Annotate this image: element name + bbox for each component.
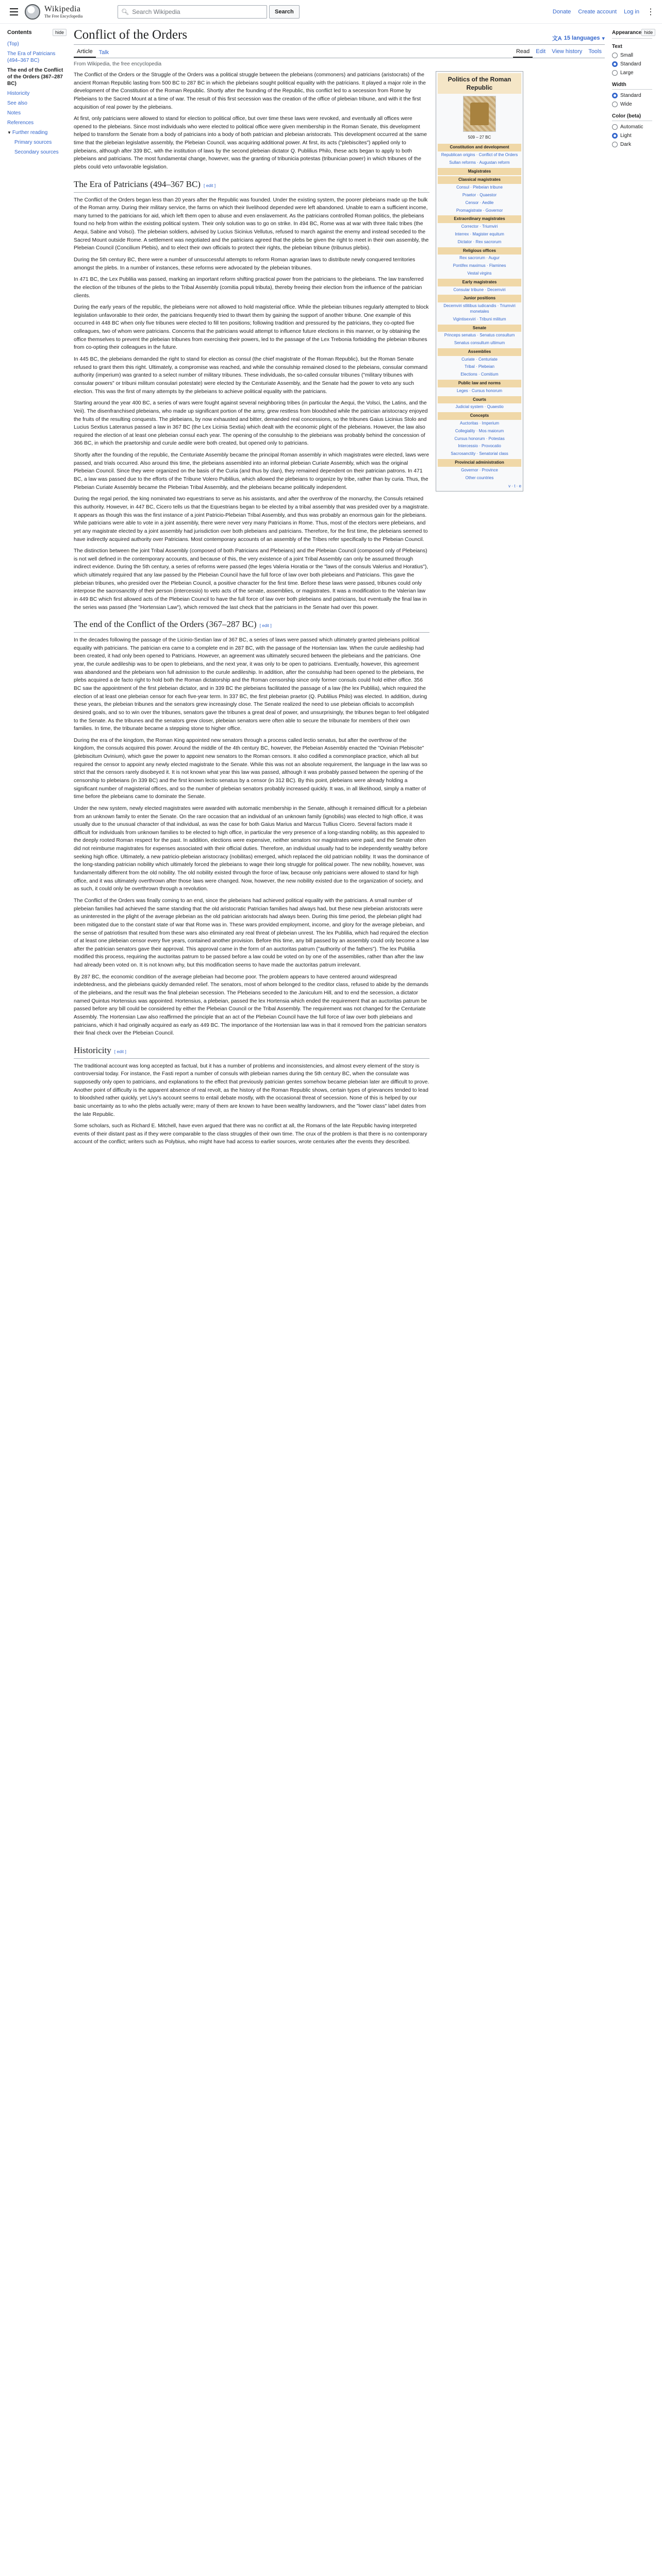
more-options-icon[interactable]: ⋮ [647,7,655,16]
section-paragraph: In 445 BC, the plebeians demanded the right to stand for election as consul (the chief magistrate of the Roman Republic), but the Roman Senate refused to grant them this right. Ultimately, a compromise was reached, and while the consulship remained closed to the plebeians, consular command authority (imperium) was granted to a select number of military tribunes. These individuals, the so-called consular tribunes ("military tribunes with consular powers" or tribuni militum consulari potestate) were elected by the Centuriate Assembly, and the Senate had the power to veto any such election. This was the first of many attempts by the plebeians to achieve political equality with the patricians. [74,357,428,395]
tab-tools[interactable]: Tools [588,48,602,55]
infobox-dates: 509 – 27 BC [468,135,491,140]
radio-label: Light [620,133,632,139]
infobox-title: Politics of the Roman Republic [438,73,521,94]
intro-paragraph: The Conflict of the Orders or the Struggle of the Orders was a political struggle between the plebeians (commoners) and patricians (aristocrats) of the ancient Roman Republic lasting from 500 BC to 287 BC in which the plebeians sought political equality with the patricians. It played a major role in the development of the Constitution of the Roman Republic. Shortly after the founding of the Republic, this conflict led to a secession from Rome by Plebeians to the Sacred Mount at a time of war. The result of this first secession was the creation of the office of plebeian tribune, and with it the first acquisition of real power by the plebeians. [74,72,426,110]
donate-link[interactable]: Donate [552,8,571,15]
color-options [612,124,652,147]
article-body [74,71,429,1150]
infobox-link-row[interactable]: Tribal · Plebeian [465,364,494,369]
infobox-link-row[interactable]: Intercessio · Provocatio [458,444,501,449]
section-paragraph: During the early years of the republic, the plebeians were not allowed to hold magisterial office. While the plebeian tribunes regularly attempted to block legislation unfavorable to their order, the patricians frequently tried to thwart them by gaining the support of another tribune. One example of this occurred in 448 BC when only five tribunes were elected to fill ten positions; following tradition and pressured by the patricians, they co-opted five colleagues, two of whom were patricians. Concerns that the patricians would attempt to influence future elections in this manner, or by obtaining the office themselves to prevent the plebeian tribunes from exercising their powers, led to the passage of the Lex Trebonia forbidding the plebeian tribunes from co-opting their colleagues in the future. [74,304,429,351]
tab-article[interactable]: Article [74,46,96,58]
section-paragraph: The traditional account was long accepted as factual, but it has a number of problems and inconsistencies, and almost every element of the story is controversial today. For instance, the Fasti report a number of consuls with plebeian names during the 5th century BC, when the consulate was supposedly only open to patricians, and explanations to the effect that previously patrician gentes somehow became plebeian later are difficult to prove. Another point of difficulty is the apparent absence of real revolt, as the history of the Roman Republic shows, certain types of grievances tended to lead to bloodshed rather quickly, yet Livy's account seems to entail debate mostly, with the occasional threat of secession. None of this is helped by our basic uncertainty as to who the plebs actually were; many of them are known to have been wealthy landowners, and the "lower class" label dates from the late Republic. [74,1063,429,1117]
text-size-label: Text [612,44,622,49]
logo-wordmark: Wikipedia [44,4,81,13]
section-edit-link[interactable]: [ edit ] [114,1048,126,1054]
section-title-era-of-patricians: The Era of Patricians (494–367 BC) [74,179,201,189]
width-label: Width [612,82,652,90]
toc-item-primary-sources[interactable]: Primary sources [14,140,52,145]
infobox-section-heading[interactable]: Concepts [438,412,521,420]
infobox-link-row[interactable]: Judicial system · Quaestio [455,404,504,410]
infobox-link-row[interactable]: Auctoritas · Imperium [459,421,500,426]
intro-paragraph: At first, only patricians were allowed to stand for election to political office, but over time these laws were revoked, and eventually all offices were opened to the plebeians. Since most individuals who were elected to political office were given membership in the Roman Senate, this development helped to transform the Senate from a body of patricians into a body of both patrician and plebeian aristocrats. This development occurred at the same time that the plebeian legislative assembly, the Plebeian Council, was acquiring additional power. At first, its acts ("plebiscites") applied only to plebeians, although after 339 BC, with the institution of laws by the second plebeian dictator Q. Publilius Philo, these acts began to apply to both plebeians and patricians. The most fundamental change, however, was the granting of tribunicia potestas (tribunician power) in which tribunes of the plebs could veto unfavorable legislation. [74,116,427,171]
user-links [553,7,655,17]
section-heading [74,618,429,633]
text-size-radio-large[interactable] [612,70,652,76]
radio-button-icon[interactable] [612,142,618,147]
wikipedia-logo[interactable] [25,4,102,20]
infobox-link-row[interactable]: Senatus consultum ultimum [454,341,505,346]
section-paragraph: During the 5th century BC, there were a number of unsuccessful attempts to reform Roman agrarian laws to distribute newly conquered territories amongst the plebs. In a number of instances, these reforms were advocated by the plebeian tribunes. [74,257,416,271]
infobox-link-row[interactable]: Princeps senatus · Senatus consultum [444,333,515,338]
toc-item-further-reading[interactable] [7,128,67,138]
infobox-section-heading[interactable]: Courts [438,396,521,404]
search-icon: 🔍︎ [121,8,129,15]
tab-read[interactable]: Read [513,46,533,58]
color-radio-automatic[interactable] [612,124,652,130]
radio-label: Wide [620,101,632,107]
section-edit-link[interactable]: [ edit ] [203,182,216,188]
infobox-link-row[interactable]: Vestal virgins [467,270,492,276]
infobox-link-row[interactable]: Censor · Aedile [465,200,494,205]
radio-label: Large [620,70,634,76]
infobox-politics [436,71,523,492]
infobox-link-row[interactable]: Dictator · Rex sacrorum [457,239,502,244]
toc-item-label: Further reading [12,130,48,135]
search-button[interactable]: Search [269,5,300,19]
infobox-section-heading[interactable]: Senate [438,325,521,332]
navbox-links[interactable]: v · t · e [508,484,521,489]
radio-button-icon[interactable] [612,101,618,107]
infobox-link-row[interactable]: Interrex · Magister equitum [455,231,504,236]
infobox-link-row[interactable]: Sullan reforms · Augustan reform [449,160,510,165]
toc-item-notes[interactable]: Notes [7,110,21,116]
infobox-link-row[interactable]: Pontifex maximus · Flamines [453,263,506,268]
width-radio-wide[interactable] [612,101,652,107]
toc-item-era-of-patricians[interactable]: The Era of Patricians (494–367 BC) [7,51,56,63]
infobox-section-heading[interactable]: Religious offices [438,247,521,255]
infobox-link-row[interactable]: Collegiality · Mos maiorum [455,428,504,433]
radio-button-icon[interactable] [612,53,618,58]
toc-hide-button[interactable]: hide [53,29,67,36]
text-size-options [612,53,652,76]
section-paragraph: During the era of the kingdom, the Roman King appointed new senators through a process called lectio senatus, but after the overthrow of the kingdom, the consuls acquired this power. Around the middle of the 4th century BC, however, the Plebeian Assembly enacted the "Ovinian Plebiscite" (plebiscitum Ovinium), which gave the power to appoint new senators to the Roman censors. It also codified a commonplace practice, which all but required the censor to appoint any newly elected magistrate to the Senate. While this was not an absolute requirement, the language in the law was so strict that the censors rarely disobeyed it. It is not known what year this law was passed, although it was probably passed between the opening of the censorship to plebeians (in 339 BC) and the first known lectio senatus by a censor (in 312 BC). By this point, plebeians were already holding a significant number of magisterial offices, and so the number of plebeian senators probably increased quickly. It was, in all likelihood, simply a matter of time before the plebeians came to dominate the Senate. [74,737,427,800]
section-paragraph: By 287 BC, the economic condition of the average plebeian had become poor. The problem appears to have centered around widespread indebtedness, and the plebeians quickly demanded relief. The senators, most of whom belonged to the creditor class, refused to abide by the demands of the plebeians, and the result was the final plebeian secession. The Plebeians seceded to the Janiculum Hill, and to end the secession, a dictator named Quintus Hortensius was appointed. Hortensius, a plebeian, passed the lex Hortensia which ended the requirement that an auctoritas patrum be passed before any bill could be considered by either the Plebeian Council or the Tribal Assembly. The requirement was not changed for the Centuriate Assembly. The Hortensian Law also reaffirmed the principle that an act of the Plebeian Council have the full force of law over both plebeians and patricians, which it had originally acquired as early as 449 BC. The importance of the Hortensian law was in that it removed from the patrician senators their final check over the Plebeian Council. [74,974,428,1037]
radio-label: Standard [620,93,641,98]
toc-title: Contents [7,29,32,36]
infobox-sections [438,144,521,482]
radio-label: Automatic [620,124,643,130]
search-input[interactable] [118,5,267,19]
section-paragraph: During the regal period, the king nominated two equestrians to serve as his assistants, and after the overthrow of the monarchy, the Consuls retained this authority. However, in 447 BC, Cicero tells us that the Equestrians began to be elected by a tribal assembly that was presided over by a magistrate. It appears as though this was the first instance of a joint Patricio-Plebeian Tribal Assembly, and thus was probably an enormous gain for the plebeians. While patricians were able to vote in a joint assembly, there were never very many Patricians in Rome. Thus, most of the electors were plebeians, and yet any magistrate elected by a joint assembly had jurisdiction over both plebeians and patricians. Therefore, for the first time, the plebeians seemed to have indirectly acquired authority over Patricians. Most contemporary accounts of an assembly of the Tribes refer specifically to the Plebeian Council. [74,496,429,543]
infobox-link-row[interactable]: Consul · Plebeian tribune [456,185,503,190]
section-paragraph: In 471 BC, the Lex Publilia was passed, marking an important reform shifting practical power from the patricians to the plebeians. The law transferred the election of the tribunes of the plebs to the Tribal Assembly (comitia populi tributa), thereby freeing their election from the influence of the patrician clients. [74,277,424,299]
width-radio-standard[interactable] [612,93,652,98]
infobox-link-row[interactable]: Cursus honorum · Potestas [454,436,505,441]
infobox-link-row[interactable]: Governor · Province [461,467,498,472]
infobox-link-row[interactable]: Corrector · Triumviri [461,224,498,229]
infobox-link-row[interactable]: Decemviri stlitibus iudicandis · Triumviri monetales [443,303,516,314]
infobox-link-row[interactable]: Curiate · Centuriate [461,357,498,362]
infobox-link-row[interactable]: Promagistrate · Governor [456,208,503,213]
infobox-link-row[interactable]: Elections · Comitium [460,372,499,377]
color-radio-dark[interactable] [612,142,652,147]
toc-item-references[interactable]: References [7,120,34,126]
text-size-radio-standard[interactable] [612,61,652,67]
toc-item-end-of-conflict[interactable]: The end of the Conflict of the Orders (367–287 BC) [7,67,63,87]
section-paragraph: Shortly after the founding of the republic, the Centuriate Assembly became the principal Roman assembly in which magistrates were elected, laws were passed, and trials occurred. Also around this time, the plebeians assembled into an informal plebeian Curiate Assembly, which was the original Plebeian Council. Since they were organized on the basis of the Curia (and thus by clan), they remained dependent on their patrician patrons. In 471 BC, a law was passed due to the efforts of the Tribune Volero Publilius, which allowed the plebeians to organize by tribe, rather than by curia. Thus, the Plebeian Curiate Assembly became the Plebeian Tribal Assembly, and the plebeians became politically independent. [74,452,429,490]
appearance-title: Appearance [612,29,642,36]
radio-label: Dark [620,142,632,147]
text-size-radio-small[interactable] [612,53,652,58]
main-content [74,24,605,1150]
color-label: Color (beta) [612,113,652,121]
section-title-historicity: Historicity [74,1045,111,1055]
infobox-link-row[interactable]: Praetor · Quaestor [462,192,497,197]
infobox-link-row[interactable]: Other countries [465,475,494,480]
color-radio-light[interactable] [612,133,652,139]
tab-talk[interactable]: Talk [98,49,109,56]
infobox-link-row[interactable]: Rex sacrorum · Augur [459,256,500,261]
infobox-section-heading[interactable]: Assemblies [438,348,521,356]
radio-button-icon[interactable] [612,133,618,139]
infobox-section-heading[interactable]: Public law and norms [438,380,521,387]
language-button[interactable] [552,34,605,42]
infobox-section-heading[interactable]: Magistrates [438,168,521,176]
infobox-link-row[interactable]: Republican origins · Conflict of the Orders [441,152,518,157]
infobox-section-heading[interactable]: Early magistrates [438,279,521,286]
radio-label: Standard [620,61,641,67]
radio-button-icon[interactable] [612,124,618,130]
section-paragraph: The distinction between the joint Tribal Assembly (composed of both Patricians and Plebeians) and the Plebeian Council (composed only of Plebeians) is not well defined in the contemporary accounts, and because of this, the very existence of a joint Tribal Assembly can only be assumed through indirect evidence. During the 5th century, a series of reforms were passed (the leges Valeria Horatia or the "laws of the consuls Valerius and Horatius"), which ultimately required that any law passed by the Plebeian Council have the full force of law over both plebeians and Patricians. This gave the plebeian tribunes, who presided over the Plebeian Council, a positive character for the first time. Before these laws were passed, tribunes could only interpose the sacrosanctity of their person (intercessio) to veto acts of the senate, assemblies, or magistrates. It was a modification to the Valerian law in 449 BC which first allowed acts of the Plebeian Council to have the full force of law over both plebeians and patricians, but eventually the final law in the series was passed (the "Hortensian Law"), which removed the last check that the patricians in the Senate had over this power. [74,548,428,611]
appearance-hide-button[interactable]: hide [641,29,655,36]
infobox-link-row[interactable]: Leges · Cursus honorum [456,388,503,393]
radio-button-icon[interactable] [612,61,618,67]
section-paragraph: Under the new system, newly elected magistrates were awarded with automatic membership in the Senate, although it remained difficult for a plebeian from an unknown family to enter the Senate. On the rare occasion that an individual of an unknown family (ignobilis) was elected to high office, it was usually due to the unusual character of that individual, as was the case for both Gaius Marius and Marcus Tullius Cicero. Several factors made it difficult for individuals from unknown families to be elected to high office, in particular the very presence of a long-standing nobility, as this appealed to the deeply rooted Roman respect for the past. In addition, elections were expensive, neither senators nor magistrates were paid, and the Senate often did not reimburse magistrates for expenses associated with their official duties. Therefore, an individual usually had to be independently wealthy before seeking high office. Ultimately, a new patricio-plebeian aristocracy (nobilitas) emerged, which replaced the old patrician nobility. It was the dominance of the long-standing patrician nobility which ultimately forced the plebeians to wage their long struggle for political power. The new nobility, however, was fundamentally different from the old nobility. The old nobility existed through the force of law, because only patricians were allowed to stand for high office, and it was ultimately overthrown after those laws were changed. Now, however, the new nobility existed due to the organization of society, and as such, it could only be overthrown through a revolution. [74,805,429,892]
section-paragraph: The Conflict of the Orders was finally coming to an end, since the plebeians had achieved political equality with the patricians. A small number of plebeian families had achieved the same standing that the old aristocratic Patrician families had always had, but these new plebeian aristocrats were as uninterested in the plight of the average plebeian as the old patrician aristocrats had always been. During this time period, the plebeian plight had been mitigated due to the constant state of war that Rome was in. These wars provided employment, income, and glory for the average plebeian, and the sense of patriotism that resulted from these wars also eliminated any real threat of plebeian unrest. The lex Publilia, which had required the election of at least one plebeian censor every five years, contained another provision. Before this time, any bill passed by an assembly could only become a law after the patrician senators gave their approval. This approval came in the form of an auctoritas patrum ("authority of the fathers"). The lex Publilia modified this process, requiring the auctoritas patrum to be passed before a law could be voted on by one of the assemblies, rather than after the law had already been voted on. It is not known why, but this modification seems to have made the auctoritas patrum irrelevant. [74,897,429,969]
globe-icon [25,4,40,20]
toc-item-secondary-sources[interactable]: Secondary sources [14,149,59,155]
page-tabs [74,45,605,58]
log-in-link[interactable]: Log in [624,8,639,15]
infobox-link-row[interactable]: Vigintisexviri · Tribuni militum [453,316,506,321]
logo-tagline: The Free Encyclopedia [44,13,83,19]
chevron-down-icon[interactable]: ▼ [7,130,11,135]
search-placeholder: Search Wikipedia [132,8,180,15]
radio-button-icon[interactable] [612,93,618,98]
radio-label: Small [620,53,634,58]
toc-item-top[interactable]: (Top) [7,41,19,47]
language-count: 15 languages [564,35,600,41]
radio-button-icon[interactable] [612,70,618,76]
section-paragraph: Some scholars, such as Richard E. Mitchell, have even argued that there was no conflict at all, the Romans of the late Republic having interpreted events of their distant past as if they were comparable to the class struggles of their own time. The crux of the problem is that there is no contemporary account of the conflict; writers such as Polybius, who might have had access to earlier sources, wrote centuries after the events they described. [74,1123,427,1145]
infobox-section-heading[interactable]: Classical magistrates [438,176,521,184]
page-title: Conflict of the Orders [74,28,188,42]
section-paragraph: Starting around the year 400 BC, a series of wars were fought against several neighboring tribes (in particular the Aequi, the Volsci, the Latins, and the Veii). The disenfranchised plebeians, who made up significant portion of the army, grew restless from bloodshed while the patrician aristocracy enjoyed the fruits of the resulting conquests. The plebeians, by now exhausted and bitter, demanded real concessions, so the tribunes Gaius Licinius Stolo and Lucius Sextius Lateranus passed a law in 367 BC (the Lex Licinia Sextia) which dealt with the economic plight of the plebeians. However, the law also required the election of at least one plebeian consul each year. The opening of the consulship to the plebeians was probably behind the concession of 366 BC, in which the praetorship and curule aedile were both created, but opened only to patricians. [74,400,428,447]
width-options [612,93,652,107]
section-heading [74,178,429,193]
toc-item-historicity[interactable]: Historicity [7,91,30,96]
infobox-section-heading[interactable]: Provincial administration [438,459,521,467]
infobox-section-heading[interactable]: Extraordinary magistrates [438,215,521,223]
section-paragraph: In the decades following the passage of the Licinio-Sextian law of 367 BC, a series of laws were passed which ultimately granted plebeians political equality with patricians. The patrician era came to a complete end in 287 BC, with the passage of the Hortensian law. When the curule aedileship had been created, it had only been opened to Patricians. However, an agreement was ultimately secured between the plebeians and the patricians. One year, the curule aedileship was to be open to plebeians, and the next year, it was only to be open to patricians. Eventually, however, this agreement was abandoned and the plebeians won full admission to the curule aedileship. In addition, after the consulship had been opened to the plebeians, the plebs acquired a de facto right to hold both the Roman dictatorship and the Roman censorship since only former consuls could hold either office. 356 BC saw the appointment of the first plebeian dictator, and in 339 BC the plebeians facilitated the passage of a law (the lex Publilia), which required the election of at least one plebeian censor for each five-year term. In 337 BC, the first plebeian praetor (Q. Publilius Philo) was elected. In addition, during these years, the plebeian tribunes and the senators grew increasingly close. The Senate realized the need to use plebeian officials to accomplish desired goals, and so to win over the tribunes, senators gave the tribunes a great deal of power, and unsurprisingly, the tribunes began to feel obligated to the Senate. As the tribunes and the senators grew closer, plebeian senators were often able to secure the tribunate for members of their own families. In time, the tribunate became a stepping stone to higher office. [74,637,429,732]
table-of-contents [7,24,67,1150]
main-menu-icon[interactable] [7,5,21,19]
section-heading [74,1044,429,1059]
toc-item-see-also[interactable]: See also [7,100,27,106]
section-edit-link[interactable]: [ edit ] [259,623,272,629]
section-paragraph: The Conflict of the Orders began less than 20 years after the Republic was founded. Under the existing system, the poorer plebeians made up the bulk of the Roman army. During their military service, the farms on which their livelihood depended were left abandoned. Unable to earn a sufficient income, many turned to the patricians for aid, which left them open to abuse and even enslavement. As the patricians controlled Roman politics, the plebeians found no help from within the existing political system. Their only solution was to go on strike. In 494 BC, Rome was at war with three Italic tribes (the Aequi, Sabine and Volsci). The plebeian soldiers, advised by Lucius Sicinius Vellutus, refused to march against the enemy and instead seceded to the Sacred Mount outside Rome. A settlement was negotiated and the patricians agreed that the plebs be given the right to meet in their own assembly, the Plebeian Council (Concilium Plebis), and to elect their own officials to protect their rights, the plebeian tribune (tribunus plebis). [74,197,429,251]
page-subtitle: From Wikipedia, the free encyclopedia [74,61,162,67]
translate-icon: 文A [552,36,562,42]
site-header [0,0,662,24]
infobox-section-heading[interactable]: Constitution and development [438,144,521,151]
section-title-end-of-conflict: The end of the Conflict of the Orders (367–287 BC) [74,619,257,630]
tab-view-history[interactable]: View history [552,48,583,55]
infobox-section-heading[interactable]: Junior positions [438,295,521,302]
appearance-panel [605,24,652,1150]
roman-emblem-icon [470,103,489,125]
infobox-link-row[interactable]: Sacrosanctity · Senatorial class [451,451,508,456]
infobox-image[interactable] [463,96,496,132]
infobox-link-row[interactable]: Consular tribune · Decemviri [453,287,506,292]
chevron-down-icon: ▾ [602,35,605,42]
create-account-link[interactable]: Create account [578,8,617,15]
tab-edit[interactable]: Edit [536,48,546,55]
